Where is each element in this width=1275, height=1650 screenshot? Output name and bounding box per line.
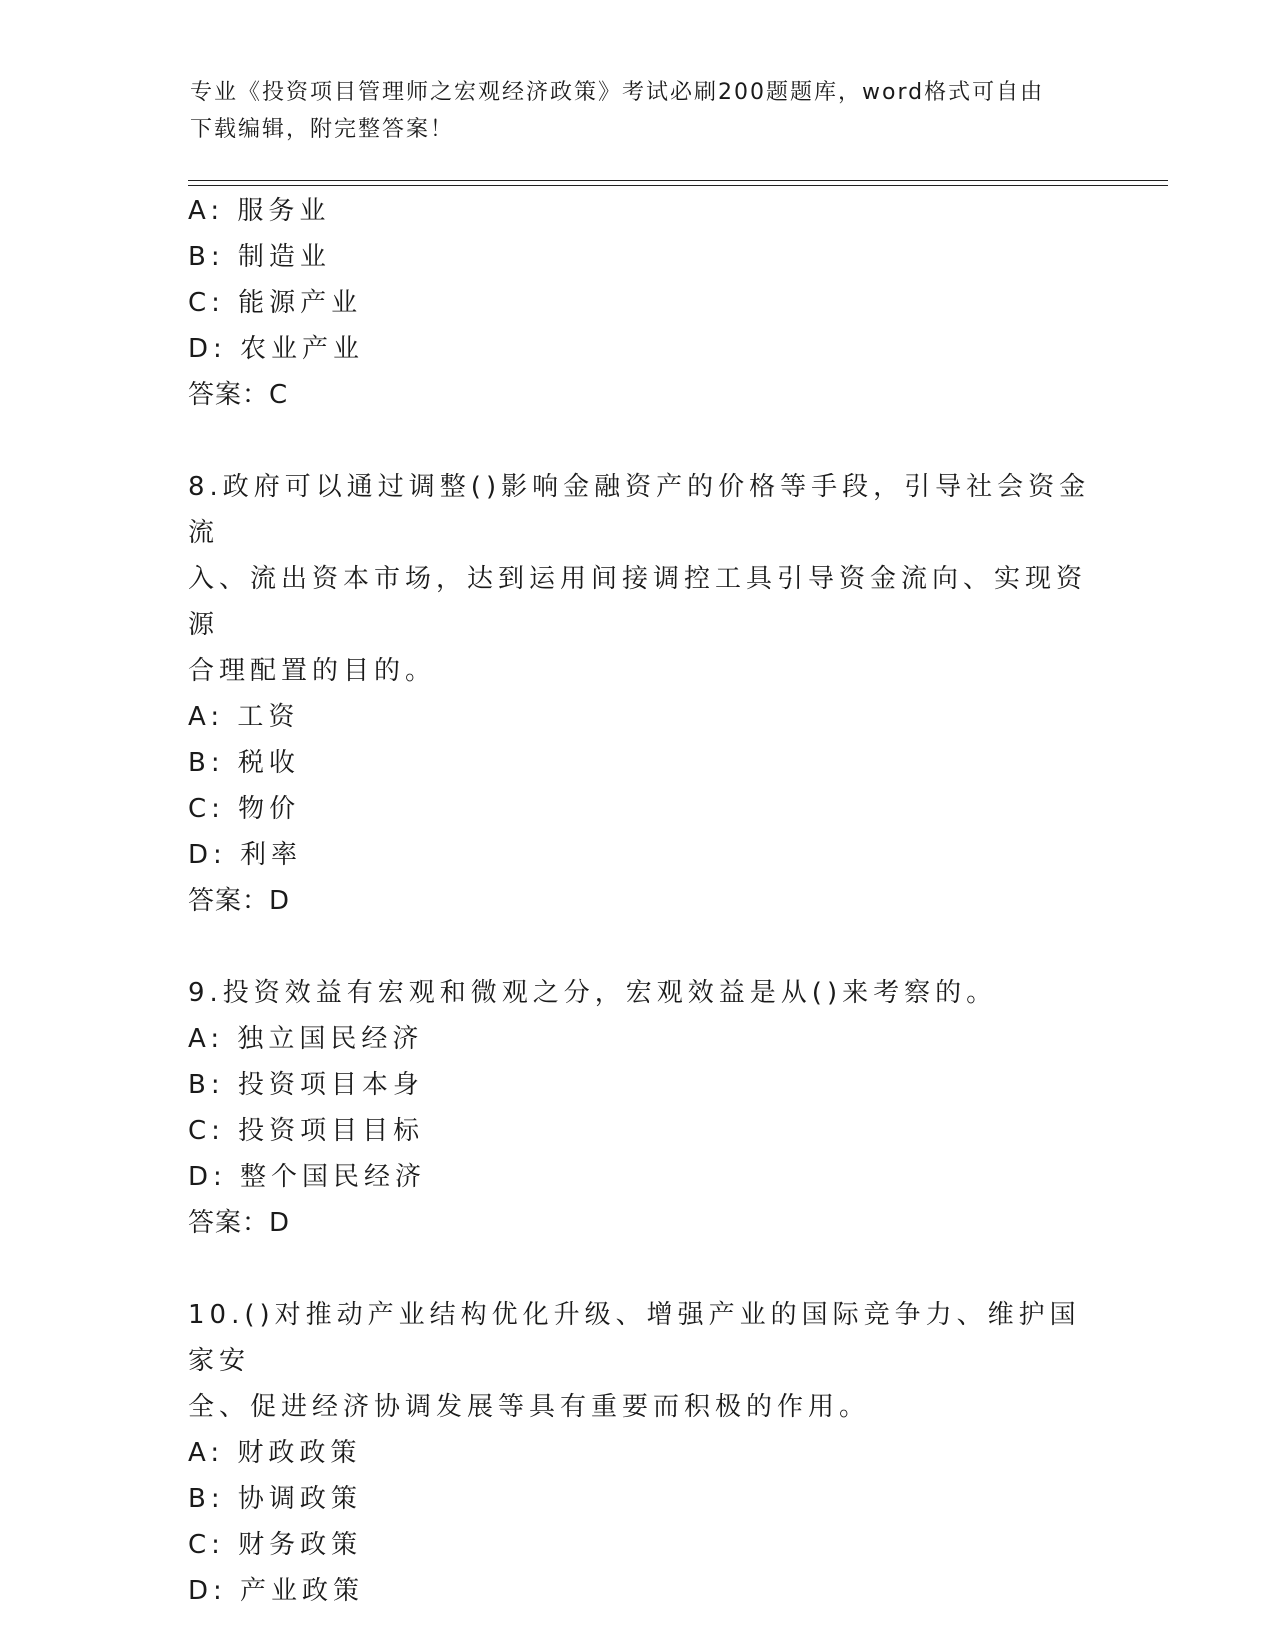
prev-question-block	[188, 188, 1108, 418]
question-8	[188, 464, 1108, 924]
question-stem-line: 合理配置的目的。	[188, 656, 437, 686]
question-9	[188, 970, 1108, 1246]
question-stem-line: 入、流出资本市场，达到运用间接调控工具引导资金流向、实现资源	[188, 564, 1088, 640]
option-b: B: 投资项目本身	[188, 1070, 424, 1100]
answer-line: 答案：D	[188, 1208, 291, 1238]
header-divider-bottom	[188, 185, 1168, 186]
option-d: D: 利率	[188, 840, 303, 870]
answer-line: 答案：C	[188, 380, 289, 410]
option-d: D: 整个国民经济	[188, 1162, 427, 1192]
header-divider-top	[188, 180, 1168, 181]
option-b: B: 协调政策	[188, 1484, 362, 1514]
option-b: B: 制造业	[188, 242, 331, 272]
option-c: C: 物价	[188, 794, 301, 824]
option-c: C: 投资项目目标	[188, 1116, 425, 1146]
answer-line: 答案：D	[188, 886, 291, 916]
option-b: B: 税收	[188, 748, 300, 778]
option-a: A: 独立国民经济	[188, 1024, 424, 1054]
document-header	[190, 74, 1090, 148]
option-d: D: 产业政策	[188, 1576, 365, 1606]
question-stem-line: 9.投资效益有宏观和微观之分，宏观效益是从()来考察的。	[188, 978, 998, 1008]
option-c: C: 能源产业	[188, 288, 363, 318]
option-a: A: 服务业	[188, 196, 331, 226]
question-10	[188, 1292, 1108, 1614]
option-d: D: 农业产业	[188, 334, 365, 364]
header-line-2: 下载编辑，附完整答案！	[190, 117, 455, 142]
option-a: A: 财政政策	[188, 1438, 362, 1468]
question-stem-line: 8.政府可以通过调整()影响金融资产的价格等手段，引导社会资金流	[188, 472, 1091, 548]
header-line-1: 专业《投资项目管理师之宏观经济政策》考试必刷200题题库，word格式可自由	[190, 80, 1045, 105]
question-stem-line: 全、促进经济协调发展等具有重要而积极的作用。	[188, 1392, 871, 1422]
option-c: C: 财务政策	[188, 1530, 363, 1560]
question-content	[188, 188, 1108, 1614]
option-a: A: 工资	[188, 702, 300, 732]
question-stem-line: 10.()对推动产业结构优化升级、增强产业的国际竞争力、维护国家安	[188, 1300, 1081, 1376]
